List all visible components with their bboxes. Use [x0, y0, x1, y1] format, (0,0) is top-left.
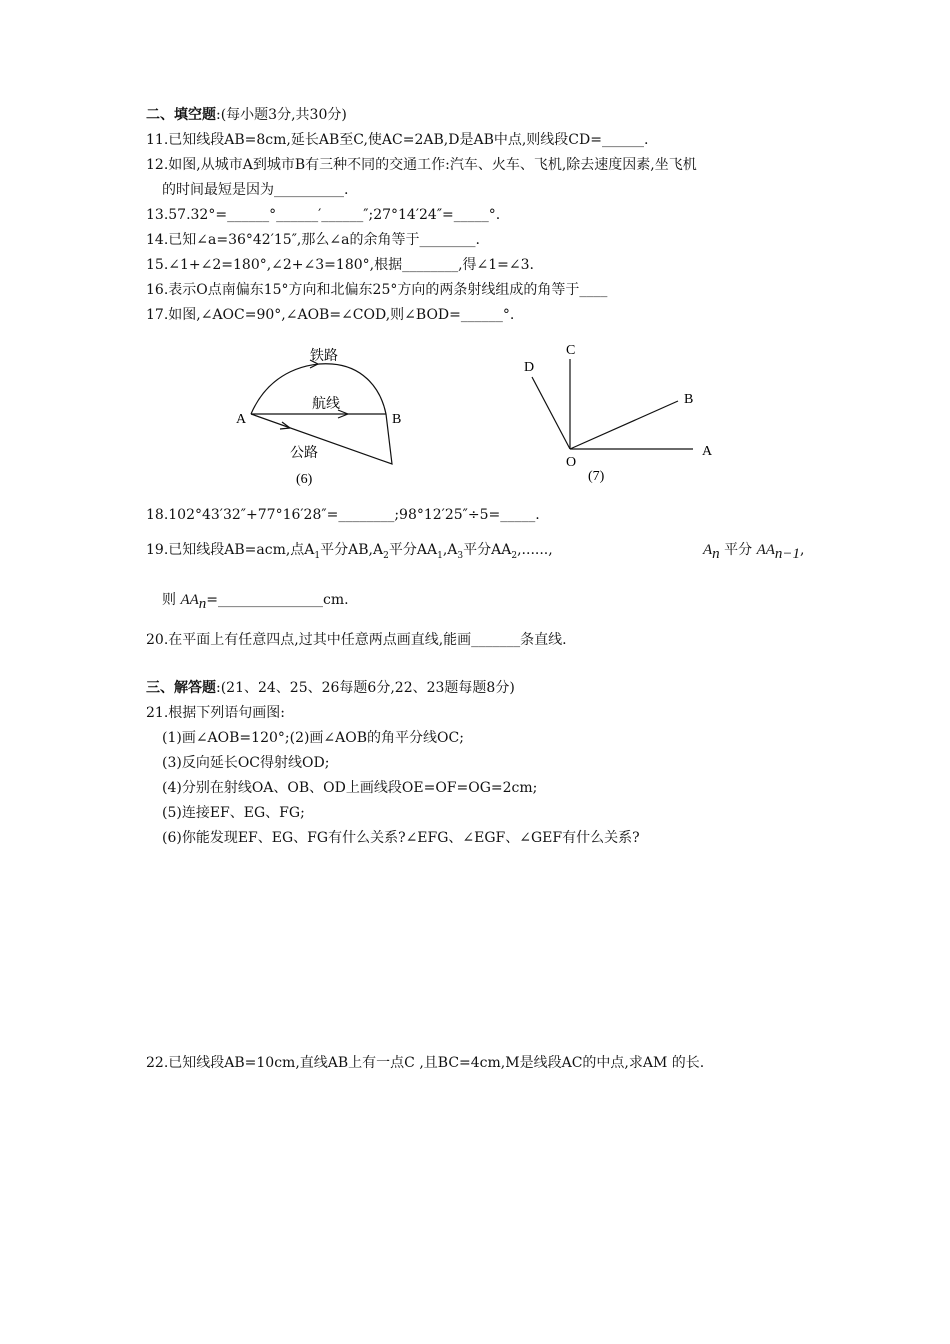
label-point-o: O	[566, 455, 577, 470]
q19-result-aa: AA	[180, 592, 199, 608]
q19-text-2: 平分AA	[388, 542, 438, 558]
question-21-item-5: (6)你能发现EF、EG、FG有什么关系?∠EFG、∠EGF、∠GEF有什么关系?	[162, 830, 640, 846]
section-3-heading	[146, 678, 515, 698]
question-20: 20.在平面上有任意四点,过其中任意两点画直线,能画_______条直线.	[146, 632, 567, 648]
q19-comma: ,	[800, 542, 805, 558]
section-2-note: :(每小题3分,共30分)	[216, 107, 347, 123]
section-2-title: 二、填空题	[146, 107, 216, 123]
question-14: 14.已知∠a=36°42′15″,那么∠a的余角等于________.	[146, 232, 480, 248]
question-21-item-3: (4)分别在射线OA、OB、OD上画线段OE=OF=OG=2cm;	[162, 780, 538, 796]
q19-sub-3: 1	[437, 550, 443, 561]
question-13: 13.57.32°=______°______′______″;27°14′24″=_____°.	[146, 207, 501, 223]
q19-sub-1: 1	[314, 550, 321, 561]
figure-6-routes	[230, 340, 410, 490]
q19-an-sub: n	[712, 545, 720, 562]
label-railway: 铁路	[310, 349, 338, 364]
question-12-line-1: 12.如图,从城市A到城市B有三种不同的交通工作:汽车、火车、飞机,除去速度因素,坐飞机	[146, 157, 697, 173]
question-21-item-4: (5)连接EF、EG、FG;	[162, 805, 305, 821]
label-point-d: D	[524, 360, 535, 375]
section-2-heading	[146, 105, 347, 125]
question-19-line-2	[162, 590, 349, 614]
q19-sub-2: 2	[383, 550, 389, 561]
label-point-a: A	[702, 444, 713, 459]
q19-sub-4: 3	[457, 550, 464, 561]
label-point-a: A	[236, 412, 247, 427]
question-21-title: 21.根据下列语句画图:	[146, 705, 285, 721]
q19-text-4: 平分AA	[463, 542, 512, 558]
question-17: 17.如图,∠AOC=90°,∠AOB=∠COD,则∠BOD=______°.	[146, 307, 515, 323]
q19-bisects: 平分	[724, 542, 753, 558]
q19-then: 则	[162, 592, 176, 608]
figure-7-angles	[510, 335, 730, 485]
question-15: 15.∠1+∠2=180°,∠2+∠3=180°,根据________,得∠1=∠3.	[146, 257, 534, 273]
question-11: 11.已知线段AB=8cm,延长AB至C,使AC=2AB,D是AB中点,则线段CD=______.	[146, 132, 649, 148]
q19-text-1: 平分AB,A	[320, 542, 384, 558]
figure-7-caption: (7)	[588, 469, 605, 484]
q19-an: A	[703, 542, 713, 558]
q19-sub-5: 2	[511, 550, 518, 561]
question-12-line-2: 的时间最短是因为__________.	[162, 182, 349, 198]
figure-6-caption: (6)	[296, 472, 313, 487]
ray-od	[532, 377, 570, 449]
q19-text-3: ,A	[442, 542, 458, 558]
question-18: 18.102°43′32″+77°16′28″=________;98°12′25″÷5=_____.	[146, 507, 540, 523]
label-point-b: B	[684, 392, 694, 407]
label-point-b: B	[392, 412, 402, 427]
section-3-note: :(21、24、25、26每题6分,22、23题每题8分)	[216, 680, 515, 696]
question-19-formula	[703, 540, 804, 564]
ray-ob	[570, 401, 678, 449]
q19-result-sub: n	[198, 595, 207, 612]
question-21-item-2: (3)反向延长OC得射线OD;	[162, 755, 330, 771]
q19-text-start: 19.已知线段AB=acm,点A	[146, 542, 315, 558]
q19-text-5: ,......,	[517, 542, 553, 558]
question-22: 22.已知线段AB=10cm,直线AB上有一点C ,且BC=4cm,M是线段AC的中点,求AM 的长.	[146, 1055, 705, 1071]
question-16: 16.表示O点南偏东15°方向和北偏东25°方向的两条射线组成的角等于____	[146, 282, 608, 298]
label-air-route: 航线	[312, 397, 340, 412]
question-21-item-1: (1)画∠AOB=120°;(2)画∠AOB的角平分线OC;	[162, 730, 464, 746]
q19-result-tail: =_______________cm.	[206, 592, 349, 608]
label-point-c: C	[566, 343, 576, 358]
road-route	[251, 414, 392, 464]
q19-aa: AA	[756, 542, 775, 558]
label-road: 公路	[290, 446, 318, 461]
section-3-title: 三、解答题	[146, 680, 216, 696]
question-19-line-1	[146, 540, 553, 566]
q19-aa-sub: n−1	[774, 545, 801, 562]
